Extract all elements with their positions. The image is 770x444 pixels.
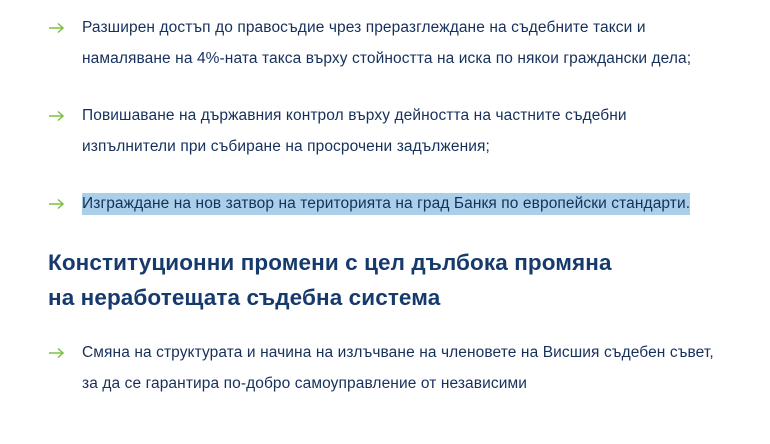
- page-title: [0, 245, 748, 315]
- list-item-text: Повишаване на държавния контрол върху дейността на частните съдебни изпълнители при събиране на просрочени задължения;: [82, 107, 627, 155]
- arrow-right-icon: [48, 100, 82, 122]
- list-item: [0, 12, 770, 74]
- list-item-text: Разширен достъп до правосъдие чрез преразглеждане на съдебните такси и намаляване на 4%-ната такса върху стойността на иска по някои граждански дела;: [82, 19, 692, 67]
- list-item-text: Смяна на структурата и начина на излъчване на членовете на Висшия съдебен съвет, за да се гарантира по-добро самоуправление от независими: [82, 344, 714, 392]
- arrow-right-icon: [48, 12, 82, 34]
- spacer-top: [0, 0, 770, 12]
- spacer: [0, 74, 770, 100]
- list-item: [0, 100, 770, 162]
- page-title-line-1: Конституционни промени с цел дълбока промяна: [48, 250, 612, 275]
- list-item-text-container: [82, 188, 732, 219]
- arrow-right-icon: [48, 337, 82, 359]
- page-title-line-2: на неработещата съдебна система: [48, 285, 441, 310]
- spacer: [0, 315, 770, 337]
- spacer: [0, 162, 770, 188]
- list-item: [0, 337, 770, 399]
- text-selection-highlight[interactable]: Изграждане на нов затвор на територията на град Банкя по европейски стандарти.: [82, 193, 690, 215]
- spacer: [0, 219, 770, 245]
- list-item-highlighted: [0, 188, 770, 219]
- arrow-right-icon: [48, 188, 82, 210]
